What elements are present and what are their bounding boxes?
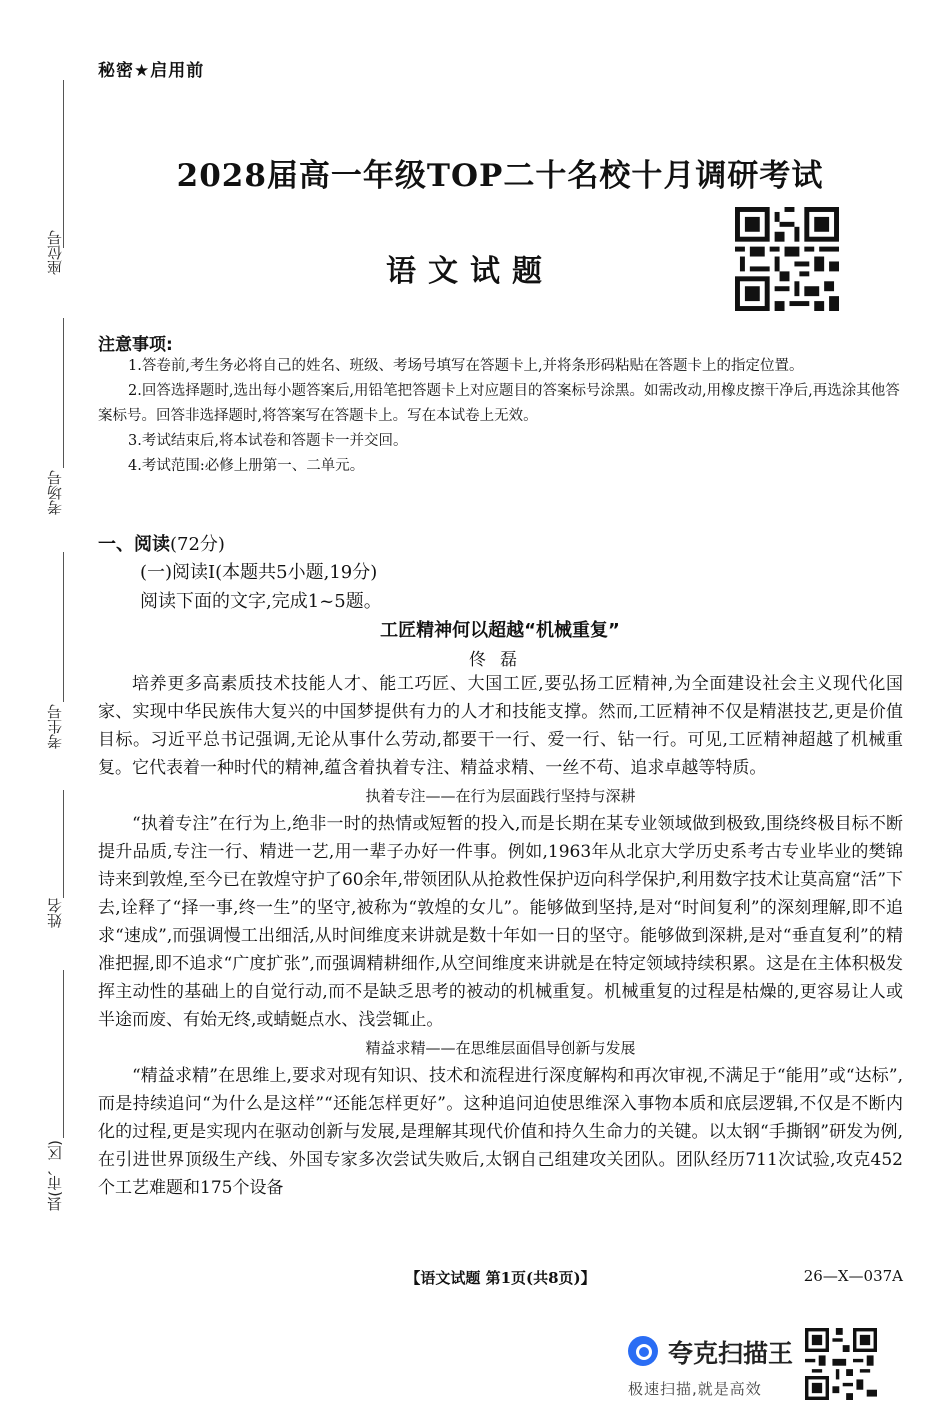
candidate-number-label: 考生号 <box>46 704 64 749</box>
margin-rule <box>63 790 64 898</box>
notice-item: 2.回答选择题时,选出每小题答案后,用铅笔把答题卡上对应题目的答案标号涂黑。如需改动,用橡皮擦干净后,再选涂其他答案标号。回答非选择题时,将答案写在答题卡上。写在本试卷上无效。 <box>98 383 900 424</box>
qr-code-icon <box>735 207 839 311</box>
notice-item: 4.考试范围:必修上册第一、二单元。 <box>128 458 365 474</box>
notice-list <box>98 354 903 479</box>
room-number-label: 考场号 <box>46 470 64 515</box>
article-paragraph: “精益求精”在思维上,要求对现有知识、技术和流程进行深度解构和再次审视,不满足于“能用”或“达标”,而是持续追问“为什么是这样”“还能怎样更好”。这种追问迫使思维深入事物本质和底层逻辑,不仅是不断内化的过程,更是实现内在驱动创新与发展,是理解其现代价值和持久生命力的关键。以太钢“手撕钢”研发为例,在引进世界顶级生产线、外国专家多次尝试失败后,太钢自己组建攻关团队。团队经历711次试验,攻克452个工艺难题和175个设备 <box>98 1066 903 1198</box>
subsection-heading: (一)阅读Ⅰ(本题共5小题,19分) <box>140 562 378 583</box>
name-label: 姓名 <box>46 898 64 928</box>
notice-item: 3.考试结束后,将本试卷和答题卡一并交回。 <box>128 433 408 449</box>
notice-heading: 注意事项: <box>98 335 173 355</box>
exam-title: 2028届高一年级TOP二十名校十月调研考试 <box>176 158 824 194</box>
scanner-name: 夸克扫描王 <box>668 1339 794 1368</box>
article-title: 工匠精神何以超越“机械重复” <box>380 620 620 641</box>
county-label: 县(市、区) <box>46 1140 64 1212</box>
section-heading <box>98 530 225 556</box>
margin-rule <box>63 318 64 468</box>
confidential-mark: 秘密★启用前 <box>98 61 205 81</box>
article-author: 佟磊 <box>469 650 531 670</box>
article-subheading: 精益求精——在思维层面倡导创新与发展 <box>365 1039 636 1057</box>
subject-title: 语文试题 <box>386 254 554 289</box>
scanner-slogan: 极速扫描,就是高效 <box>628 1380 762 1398</box>
scanner-logo-icon <box>628 1336 658 1366</box>
article-paragraph: 培养更多高素质技术技能人才、能工巧匠、大国工匠,要弘扬工匠精神,为全面建设社会主义现代化国家、实现中华民族伟大复兴的中国梦提供有力的人才和技能支撑。然而,工匠精神不仅是精湛技艺,更是价值目标。习近平总书记强调,无论从事什么劳动,都要干一行、爱一行、钻一行。可见,工匠精神超越了机械重复。它代表着一种时代的精神,蕴含着执着专注、精益求精、一丝不苟、追求卓越等特质。 <box>98 674 903 778</box>
reading-instruction: 阅读下面的文字,完成1~5题。 <box>140 591 382 612</box>
paper-code: 26—X—037A <box>803 1267 903 1285</box>
article-paragraph: “执着专注”在行为上,绝非一时的热情或短暂的投入,而是长期在某专业领域做到极致,围绕终极目标不断提升品质,专注一行、精进一艺,用一辈子办好一件事。例如,1963年从北京大学历史系考古专业毕业的樊锦诗来到敦煌,至今已在敦煌守护了60余年,带领团队从抢救性保护迈向科学保护,利用数字技术让莫高窟“活”下去,诠释了“择一事,终一生”的坚守,被称为“敦煌的女儿”。能够做到坚持,是对“时间复利”的深刻理解,即不追求“速成”,而强调慢工出细活,从时间维度来讲就是数十年如一日的坚守。能够做到深耕,是对“垂直复利”的精准把握,即不追求“广度扩张”,而强调精耕细作,从空间维度来讲就是在特定领域持续积累。这是在主体积极发挥主动性的基础上的自觉行动,而不是缺乏思考的被动的机械重复。机械重复的过程是枯燥的,更容易让人或半途而废、有始无终,或蜻蜓点水、浅尝辄止。 <box>98 814 903 1030</box>
notice-item: 1.答卷前,考生务必将自己的姓名、班级、考场号填写在答题卡上,并将条形码粘贴在答题卡上的指定位置。 <box>128 358 804 374</box>
article-subheading: 执着专注——在行为层面践行坚持与深耕 <box>365 787 636 805</box>
section-title: 一、阅读 <box>98 534 170 555</box>
article-body <box>98 670 903 1202</box>
section-score: (72分) <box>170 534 225 555</box>
margin-rule <box>63 970 64 1138</box>
seat-number-label: 座位号 <box>46 230 64 275</box>
scanner-qr-icon <box>805 1328 877 1400</box>
margin-rule <box>63 80 64 248</box>
page-number: 【语文试题 第1页(共8页)】 <box>405 1269 596 1287</box>
margin-rule <box>63 552 64 702</box>
